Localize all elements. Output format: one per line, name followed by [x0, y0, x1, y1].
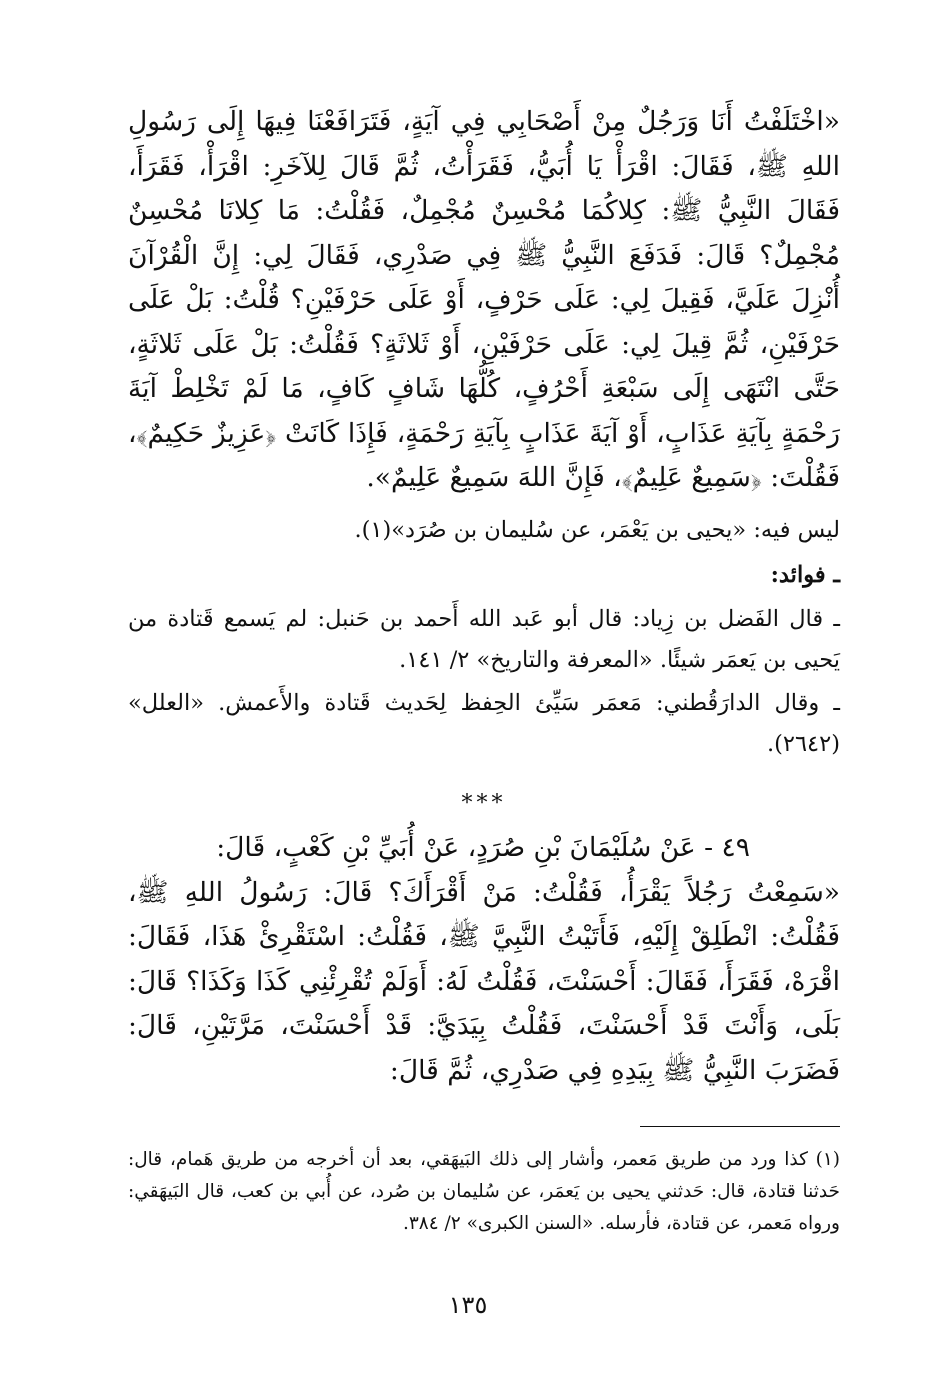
footnote-divider	[640, 1126, 840, 1127]
hadith-48-note: ليس فيه: «يحيى بن يَعْمَر، عن سُليمان بن صُرَد»(١).	[354, 516, 840, 543]
section-separator: ***	[461, 790, 507, 816]
page-number: ١٣٥	[448, 1291, 488, 1319]
footnote: (١) كذا ورد من طريق مَعمر، وأشار إلى ذلك البَيهَقي، بعد أن أخرجه من طريق هَمام، قال: حَدثنا قتادة، قال: حَدثني يحيى بن يَعمَر، عن سُليمان بن صُرد، عن أُبي بن كعب، قال البَيهَقي: ورواه مَعمر، عن قتادة، فأرسله. «السنن الكبرى» ٢/ ٣٨٤.	[128, 1149, 840, 1234]
benefit-item: ـ وقال الدارَقُطني: مَعمَر سَيِّئ الحِفظ لِحَديث قَتادة والأَعمش. «العلل» (٢٦٤٢).	[128, 689, 840, 757]
benefits-heading: ـ فوائد:	[770, 561, 840, 588]
hadith-49-text: «سَمِعْتُ رَجُلاً يَقْرَأُ، فَقُلْتُ: مَنْ أَقْرَأَكَ؟ قَالَ: رَسُولُ اللهِ ﷺ، فَقُلْتُ: انْطَلِقْ إِلَيْهِ، فَأَتَيْتُ النَّبِيَّ ﷺ، فَقُلْتُ: اسْتَقْرِئْ هَذَا، فَقَالَ: اقْرَهْ، فَقَرَأَ، فَقَالَ: أَحْسَنْتَ، فَقُلْتُ لَهُ: أَوَلَمْ تُقْرِئْنِي كَذَا وَكَذَا؟ قَالَ: بَلَى، وَأَنْتَ قَدْ أَحْسَنْتَ، فَقُلْتُ بِيَدَيَّ: قَدْ أَحْسَنْتَ، مَرَّتَيْنِ، قَالَ: فَضَرَبَ النَّبِيُّ ﷺ بِيَدِهِ فِي صَدْرِي، ثُمَّ قَالَ:	[128, 876, 840, 1086]
hadith-49-heading: ٤٩ - عَنْ سُلَيْمَانَ بْنِ صُرَدٍ، عَنْ أُبَيِّ بْنِ كَعْبٍ، قَالَ:	[216, 831, 750, 863]
main-text-block	[128, 100, 840, 1093]
benefit-item: ـ قال الفَضل بن زِياد: قال أبو عَبد الله أَحمد بن حَنبل: لم يَسمع قَتادة من يَحيى بن يَعمَر شيئًا. «المعرفة والتاريخ» ٢/ ١٤١.	[128, 605, 840, 673]
hadith-48-text: «اخْتَلَفْتُ أَنَا وَرَجُلٌ مِنْ أَصْحَابِي فِي آيَةٍ، فَتَرَافَعْنَا فِيهَا إِلَى رَسُولِ اللهِ ﷺ، فَقَالَ: اقْرَأْ يَا أُبَيُّ، فَقَرَأْتُ، ثُمَّ قَالَ لِلآخَرِ: اقْرَأْ، فَقَرَأَ، فَقَالَ النَّبِيُّ ﷺ: كِلاكُمَا مُحْسِنٌ مُجْمِلٌ، فَقُلْتُ: مَا كِلانَا مُحْسِنٌ مُجْمِلٌ؟ قَالَ: فَدَفَعَ النَّبِيُّ ﷺ فِي صَدْرِي، فَقَالَ لِي: إِنَّ الْقُرْآنَ أُنْزِلَ عَلَيَّ، فَقِيلَ لِي: عَلَى حَرْفٍ، أَوْ عَلَى حَرْفَيْنِ؟ قُلْتُ: بَلْ عَلَى حَرْفَيْنِ، ثُمَّ قِيلَ لِي: عَلَى حَرْفَيْنِ، أَوْ ثَلاثَةٍ؟ فَقُلْتُ: بَلْ عَلَى ثَلاثَةٍ، حَتَّى انْتَهَى إِلَى سَبْعَةِ أَحْرُفٍ، كُلُّهَا شَافٍ كَافٍ، مَا لَمْ تَخْلِطْ آيَةَ رَحْمَةٍ بِآيَةِ عَذَابٍ، أَوْ آيَةَ عَذَابٍ بِآيَةِ رَحْمَةٍ، فَإِذَا كَانَتْ ﴿عَزِيزٌ حَكِيمٌ﴾، فَقُلْتَ: ﴿سَمِيعٌ عَلِيمٌ﴾، فَإِنَّ اللهَ سَمِيعٌ عَلِيمٌ».	[128, 106, 840, 493]
